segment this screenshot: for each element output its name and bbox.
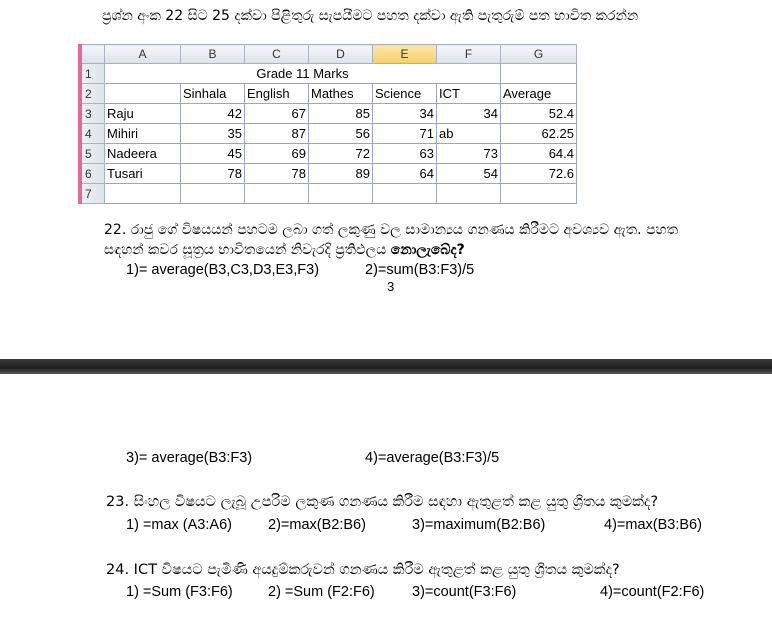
cell[interactable]: 35 (181, 124, 245, 144)
row-header[interactable]: 5 (79, 144, 105, 164)
column-header-b[interactable]: B (181, 45, 245, 64)
cell[interactable]: 72 (309, 144, 373, 164)
q22-option-4: 4)=average(B3:F3)/5 (365, 450, 500, 466)
page-break-divider (0, 359, 772, 374)
cell[interactable]: 63 (373, 144, 437, 164)
cell[interactable]: 73 (437, 144, 501, 164)
q22-line2 (104, 242, 465, 258)
q23-option-3: 3)=maximum(B2:B6) (412, 517, 546, 533)
column-header-e[interactable]: E (373, 45, 437, 64)
cell[interactable]: 67 (245, 104, 309, 124)
header-cell[interactable]: Sinhala (181, 84, 245, 104)
cell[interactable] (501, 64, 577, 84)
cell[interactable]: 72.6 (501, 164, 577, 184)
cell[interactable]: 52.4 (501, 104, 577, 124)
column-header-d[interactable]: D (309, 45, 373, 64)
cell[interactable]: 89 (309, 164, 373, 184)
row-header[interactable]: 2 (79, 84, 105, 104)
cell[interactable]: 64 (373, 164, 437, 184)
q24-option-2: 2) =Sum (F2:F6) (268, 584, 375, 600)
column-header-f[interactable]: F (437, 45, 501, 64)
header-cell[interactable]: Mathes (309, 84, 373, 104)
sheet-row-7 (79, 184, 577, 204)
q23-option-4: 4)=max(B3:B6) (604, 517, 702, 533)
cell[interactable]: 87 (245, 124, 309, 144)
q23-text: 23. සිංහල විෂයට ලැබූ උපරිම ලකුණ ගනණය කිරීම සඳහා ඇතුළත් කළ යුතු ශ්‍රිතය කුමක්ද? (106, 494, 659, 510)
q22-option-1: 1)= average(B3,C3,D3,E3,F3) (126, 262, 320, 278)
header-cell[interactable]: English (245, 84, 309, 104)
sheet-row-2 (79, 84, 577, 104)
sheet-row-6 (79, 164, 577, 184)
cell[interactable]: 45 (181, 144, 245, 164)
q22-line1: 22. රාජු ගේ විෂයයන් පහටම ලබා ගත් ලකුණු වල සාමාන්‍යය ගනණය කිරීමට අවශ්‍යව ඇත. පහත (104, 222, 678, 238)
cell[interactable]: 78 (245, 164, 309, 184)
cell[interactable] (309, 184, 373, 204)
row-header[interactable]: 6 (79, 164, 105, 184)
header-cell[interactable]: ICT (437, 84, 501, 104)
sheet-row-5 (79, 144, 577, 164)
column-header-g[interactable]: G (501, 45, 577, 64)
cell[interactable]: 34 (437, 104, 501, 124)
q22-line2-text: සඳහන් කවර සූත්‍රය භාවිතයෙන් නිවැරදි ප්‍රතිඵලය (104, 242, 391, 258)
cell[interactable]: 69 (245, 144, 309, 164)
q24-option-4: 4)=count(F2:F6) (600, 584, 705, 600)
cell[interactable]: 62.25 (501, 124, 577, 144)
name-cell[interactable]: Raju (105, 104, 181, 124)
cell[interactable]: 64.4 (501, 144, 577, 164)
sheet-row-1 (79, 64, 577, 84)
q22-option-3: 3)= average(B3:F3) (126, 450, 253, 466)
cell[interactable] (373, 184, 437, 204)
cell[interactable]: 85 (309, 104, 373, 124)
cell[interactable] (105, 184, 181, 204)
cell[interactable]: 42 (181, 104, 245, 124)
cell[interactable]: ab (437, 124, 501, 144)
q22-option-2-note: 3 (387, 279, 395, 294)
cell[interactable] (437, 184, 501, 204)
sheet-row-3 (79, 104, 577, 124)
column-header-row (79, 45, 577, 64)
sheet-title-cell[interactable]: Grade 11 Marks (105, 64, 501, 84)
q23-option-2: 2)=max(B2:B6) (268, 517, 366, 533)
name-cell[interactable]: Tusari (105, 164, 181, 184)
q23-option-1: 1) =max (A3:A6) (126, 517, 232, 533)
cell[interactable] (501, 184, 577, 204)
row-header[interactable]: 1 (79, 64, 105, 84)
header-cell[interactable]: Average (501, 84, 577, 104)
name-cell[interactable]: Nadeera (105, 144, 181, 164)
q22-option-2: 2)=sum(B3:F3)/5 (365, 262, 475, 278)
row-header[interactable]: 7 (79, 184, 105, 204)
sheet-edge-marker (78, 44, 82, 204)
cell[interactable]: 34 (373, 104, 437, 124)
cell[interactable] (105, 84, 181, 104)
row-header[interactable]: 4 (79, 124, 105, 144)
cell[interactable]: 71 (373, 124, 437, 144)
cell[interactable] (245, 184, 309, 204)
column-header-c[interactable]: C (245, 45, 309, 64)
corner-cell[interactable] (79, 45, 105, 64)
row-header[interactable]: 3 (79, 104, 105, 124)
sheet-row-4 (79, 124, 577, 144)
cell[interactable] (181, 184, 245, 204)
header-cell[interactable]: Science (373, 84, 437, 104)
cell[interactable]: 54 (437, 164, 501, 184)
name-cell[interactable]: Mihiri (105, 124, 181, 144)
q24-option-1: 1) =Sum (F3:F6) (126, 584, 233, 600)
spreadsheet (78, 44, 594, 204)
q22-emphasis: නොලැබේද? (390, 242, 465, 258)
q24-option-3: 3)=count(F3:F6) (412, 584, 517, 600)
column-header-a[interactable]: A (105, 45, 181, 64)
q24-text: 24. ICT විෂයට පැමිණි අයදුම්කරුවන් ගනණය කිරීම ඇතුළත් කළ යුතු ශ්‍රිතය කුමක්ද? (106, 562, 620, 578)
cell[interactable]: 56 (309, 124, 373, 144)
instruction-text: ප්‍රශ්න අංක 22 සිට 25 දක්වා පිළිතුරු සැපයීමට පහත දක්වා ඇති පැතුරුම් පත භාවිත කරන්න (102, 8, 639, 24)
cell[interactable]: 78 (181, 164, 245, 184)
